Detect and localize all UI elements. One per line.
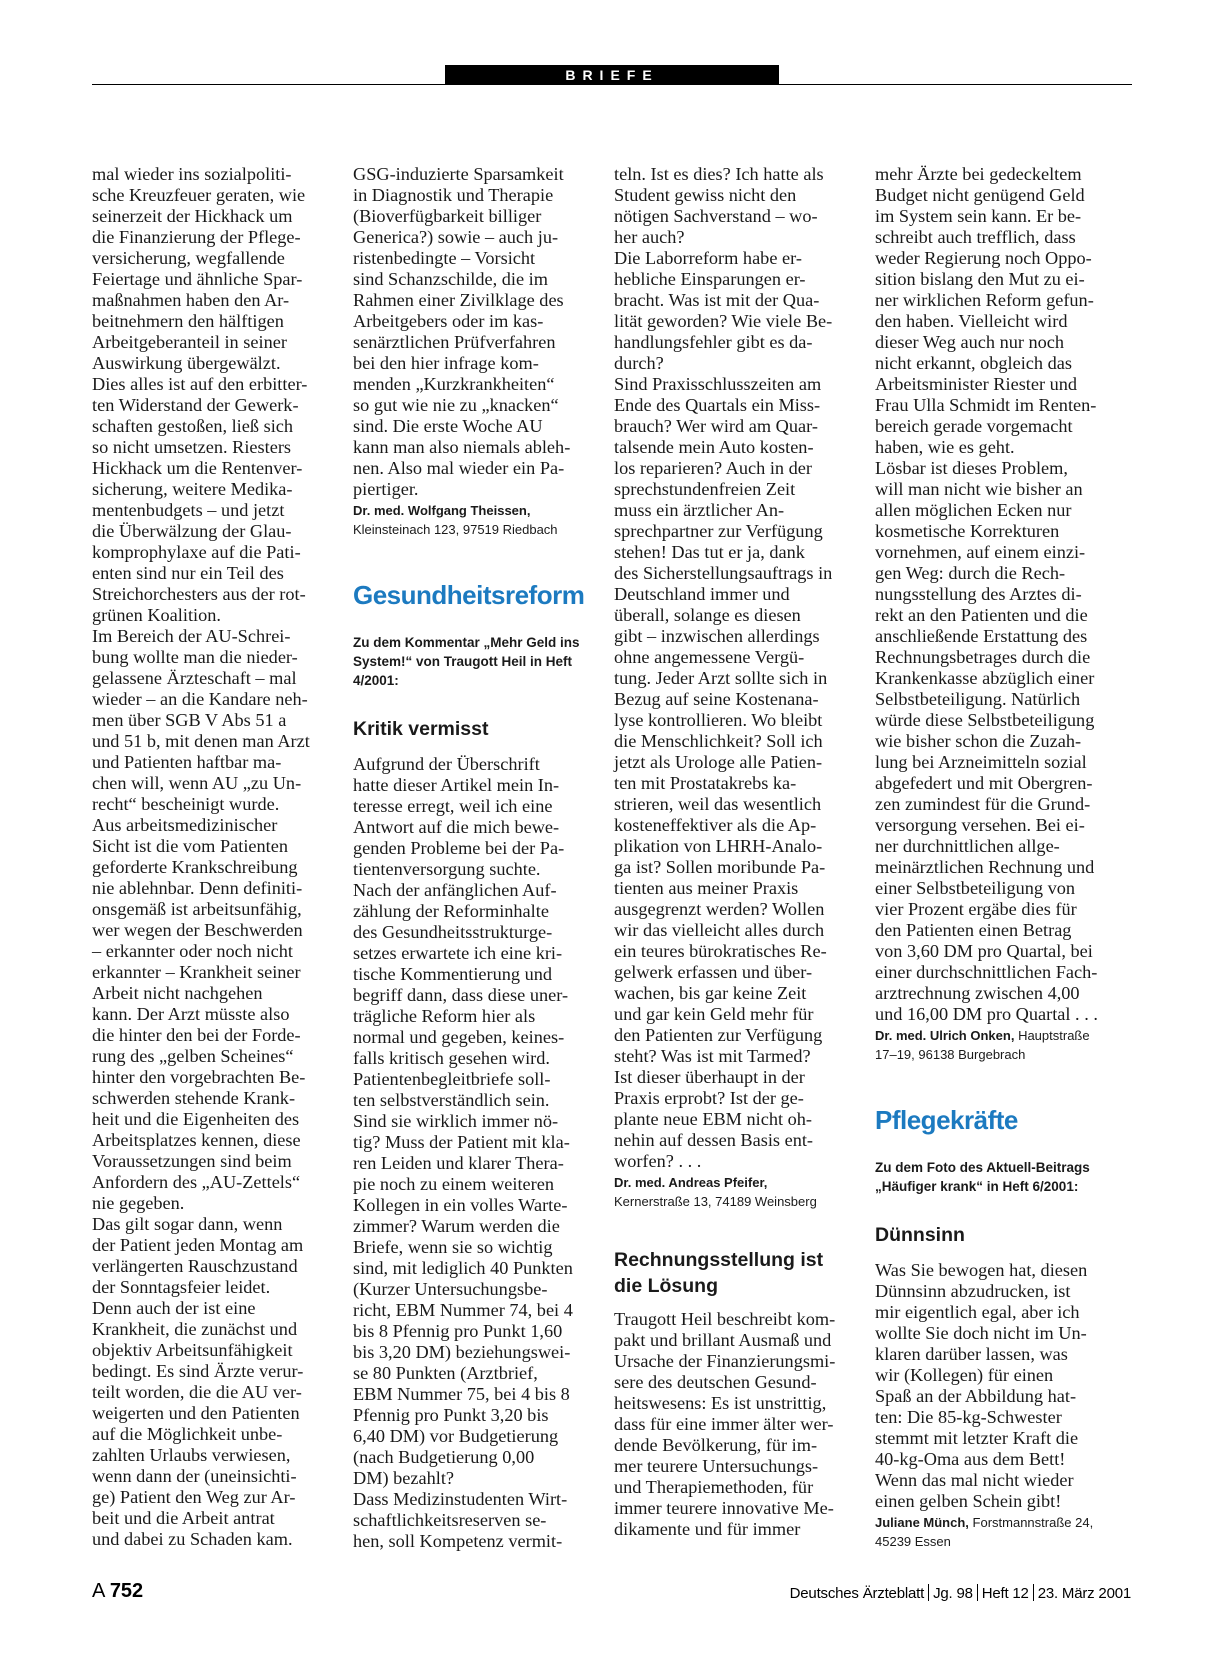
text-line: sere des deutschen Gesund- xyxy=(614,1372,817,1392)
text-line: los reparieren? Auch in der xyxy=(614,458,812,478)
text-line: Sind sie wirklich immer nö- xyxy=(353,1111,559,1131)
signature xyxy=(875,1513,1115,1551)
text-line: dieser Weg auch nur noch xyxy=(875,332,1065,352)
divider xyxy=(1033,1584,1034,1601)
text-line: gibt – inzwischen allerdings xyxy=(614,626,820,646)
text-line: ten: Die 85-kg-Schwester xyxy=(875,1407,1062,1427)
text-line: setzes erwartete ich eine kri- xyxy=(353,943,563,963)
text-line: mal wieder ins sozialpoliti- xyxy=(92,164,292,184)
text-line: Rahmen einer Zivilklage des xyxy=(353,290,564,310)
text-line: wer wegen der Beschwerden xyxy=(92,920,303,940)
text-line: menden „Kurzkrankheiten“ xyxy=(353,374,555,394)
text-line: sind. Die erste Woche AU xyxy=(353,416,543,436)
text-line: dass für eine immer älter wer- xyxy=(614,1414,834,1434)
text-line: sprechstundenfreien Zeit xyxy=(614,479,796,499)
text-line: tienten aus meiner Praxis xyxy=(614,878,799,898)
text-line: bis 3,20 DM) beziehungswei- xyxy=(353,1342,571,1362)
text-line: beitnehmern den hälftigen xyxy=(92,311,284,331)
text-line: 6,40 DM) vor Budgetierung xyxy=(353,1426,559,1446)
text-line: des Sicherstellungsauftrags in xyxy=(614,563,833,583)
text-line: hebliche Einsparungen er- xyxy=(614,269,806,289)
text-line: Rechnungsstellung ist xyxy=(614,1249,824,1271)
text-line: nie gegeben. xyxy=(92,1193,185,1213)
text-line: Aus arbeitsmedizinischer xyxy=(92,815,278,835)
issue-date: 23. März 2001 xyxy=(1037,1585,1131,1602)
text-line: ner wirklichen Reform gefun- xyxy=(875,290,1094,310)
text-line: strieren, weil das wesentlich xyxy=(614,794,822,814)
text-line: seinerzeit der Hickhack um xyxy=(92,206,293,226)
letter-headline xyxy=(614,1247,854,1299)
signature-address: 45239 Essen xyxy=(875,1534,951,1549)
text-line: lung bei Arzneimitteln sozial xyxy=(875,752,1087,772)
text-line: zählung der Reforminhalte xyxy=(353,901,549,921)
text-line: und 51 b, mit denen man Arzt xyxy=(92,731,310,751)
text-line: nötigen Sachverstand – wo- xyxy=(614,206,818,226)
text-line: schaftlichkeitsreserven se- xyxy=(353,1510,547,1530)
text-line: Hickhack um die Rentenver- xyxy=(92,458,303,478)
text-line: objektiv Arbeitsunfähigkeit xyxy=(92,1340,293,1360)
text-line: Ursache der Finanzierungsmi- xyxy=(614,1351,836,1371)
text-line: teln. Ist es dies? Ich hatte als xyxy=(614,164,824,184)
text-line: stehen! Das tut er ja, dank xyxy=(614,542,805,562)
text-line: 4/2001: xyxy=(353,673,399,688)
text-line: kann. Der Arzt müsste also xyxy=(92,1004,290,1024)
text-line: überall, solange es diesen xyxy=(614,605,801,625)
text-line: steht? Was ist mit Tarmed? xyxy=(614,1046,811,1066)
text-line: Arbeitsplatzes kennen, diese xyxy=(92,1130,301,1150)
text-line: die Menschlichkeit? Soll ich xyxy=(614,731,823,751)
signature-name: Dr. med. Ulrich Onken, xyxy=(875,1028,1015,1043)
text-line: wir das vielleicht alles durch xyxy=(614,920,825,940)
text-line: kosteneffektiver als die Ap- xyxy=(614,815,817,835)
text-line: maßnahmen haben den Ar- xyxy=(92,290,290,310)
text-line: geforderte Krankschreibung xyxy=(92,857,298,877)
text-line: versicherung, wegfallende xyxy=(92,248,285,268)
text-line: den Patienten einen Betrag xyxy=(875,920,1072,940)
page-number-value: 752 xyxy=(109,1580,144,1602)
text-line: wollte Sie doch nicht im Un- xyxy=(875,1323,1087,1343)
text-line: würde diese Selbstbeteiligung xyxy=(875,710,1095,730)
text-line: muss ein ärztlicher An- xyxy=(614,500,785,520)
text-line: Zu dem Foto des Aktuell-Beitrags xyxy=(875,1160,1090,1175)
text-line: weder Regierung noch Oppo- xyxy=(875,248,1092,268)
text-line: nen. Also mal wieder ein Pa- xyxy=(353,458,565,478)
text-line: gen Weg: durch die Rech- xyxy=(875,563,1066,583)
text-line: teilt worden, die die AU ver- xyxy=(92,1382,302,1402)
text-line: men über SGB V Abs 51 a xyxy=(92,710,287,730)
text-line: meinärztlichen Rechnung und xyxy=(875,857,1095,877)
page-prefix: A xyxy=(92,1580,105,1602)
text-line: und 16,00 DM pro Quartal . . . xyxy=(875,1004,1098,1024)
text-line: durch? xyxy=(614,353,664,373)
text-line: Ist dieser überhaupt in der xyxy=(614,1067,805,1087)
text-line: und dabei zu Schaden kam. xyxy=(92,1529,293,1549)
text-line: Student gewiss nicht den xyxy=(614,185,797,205)
text-line: nie ablehnbar. Denn definiti- xyxy=(92,878,303,898)
text-line: verlängerten Rauschzustand xyxy=(92,1256,298,1276)
divider xyxy=(928,1584,929,1601)
text-line: bracht. Was ist mit der Qua- xyxy=(614,290,820,310)
text-line: normal und gegeben, keines- xyxy=(353,1027,565,1047)
letter-body xyxy=(875,1260,1115,1512)
text-line: kann man also niemals ableh- xyxy=(353,437,571,457)
text-line: brauch? Wer wird am Quar- xyxy=(614,416,818,436)
text-line: abgefedert und mit Obergren- xyxy=(875,773,1093,793)
text-line: bis 8 Pfennig pro Punkt 1,60 xyxy=(353,1321,563,1341)
text-line: bei den hier infrage kom- xyxy=(353,353,539,373)
text-line: immer teurere innovative Me- xyxy=(614,1498,834,1518)
text-line: sind Schanzschilde, die im xyxy=(353,269,548,289)
text-line: ge) Patient den Weg zur Ar- xyxy=(92,1487,296,1507)
text-line: trägliche Reform hier als xyxy=(353,1006,536,1026)
text-line: rung des „gelben Scheines“ xyxy=(92,1046,294,1066)
signature-name: Dr. med. Wolfgang Theissen, xyxy=(353,503,531,518)
signature-address: 17–19, 96138 Burgebrach xyxy=(875,1047,1026,1062)
text-line: GSG-induzierte Sparsamkeit xyxy=(353,164,564,184)
text-line: pie noch zu einem weiteren xyxy=(353,1174,555,1194)
text-line: mehr Ärzte bei gedeckeltem xyxy=(875,164,1082,184)
letter-body xyxy=(353,754,593,1552)
text-line: plante neue EBM nicht oh- xyxy=(614,1109,812,1129)
text-line: stemmt mit letzter Kraft die xyxy=(875,1428,1079,1448)
section-title: Pflegekräfte xyxy=(875,1105,1018,1135)
page-number xyxy=(92,1580,143,1603)
text-line: wenn dann der (uneinsichti- xyxy=(92,1466,297,1486)
text-line: haben, wie es geht. xyxy=(875,437,1015,457)
text-line: se 80 Punkten (Arztbrief, xyxy=(353,1363,538,1383)
text-line: ausgegrenzt werden? Wollen xyxy=(614,899,825,919)
text-line: rekt an den Patienten und die xyxy=(875,605,1088,625)
text-line: Dies alles ist auf den erbitter- xyxy=(92,374,308,394)
text-line: mer teurere Untersuchungs- xyxy=(614,1456,819,1476)
text-line: Frau Ulla Schmidt im Renten- xyxy=(875,395,1097,415)
text-line: chen will, wenn AU „zu Un- xyxy=(92,773,302,793)
divider xyxy=(977,1584,978,1601)
text-line: (Kurzer Untersuchungsbe- xyxy=(353,1279,548,1299)
text-line: begriff dann, dass diese uner- xyxy=(353,985,569,1005)
text-line: gelassene Ärzteschaft – mal xyxy=(92,668,297,688)
text-line: plikation von LHRH-Analo- xyxy=(614,836,823,856)
text-line: ten selbstverständlich sein. xyxy=(353,1090,550,1110)
text-line: Selbstbeteiligung. Natürlich xyxy=(875,689,1081,709)
text-line: Nach der anfänglichen Auf- xyxy=(353,880,557,900)
letter-headline: Dünnsinn xyxy=(875,1224,965,1246)
text-line: zen zumindest für die Grund- xyxy=(875,794,1091,814)
text-line: bung wollte man die nieder- xyxy=(92,647,298,667)
text-line: DM) bezahlt? xyxy=(353,1468,455,1488)
letter-body xyxy=(875,164,1115,1025)
text-line: Arbeitgeberanteil in seiner xyxy=(92,332,287,352)
text-line: und Patienten haftbar ma- xyxy=(92,752,282,772)
text-line: ohne angemessene Vergü- xyxy=(614,647,805,667)
text-line: Das gilt sogar dann, wenn xyxy=(92,1214,283,1234)
letter-headline: Kritik vermisst xyxy=(353,718,489,740)
letter-intro xyxy=(353,633,593,690)
text-line: Zu dem Kommentar „Mehr Geld ins xyxy=(353,635,580,650)
text-line: und Therapiemethoden, für xyxy=(614,1477,814,1497)
text-line: hinter den vorgebrachten Be- xyxy=(92,1067,306,1087)
text-line: Antwort auf die mich bewe- xyxy=(353,817,560,837)
text-line: Lösbar ist dieses Problem, xyxy=(875,458,1068,478)
signature xyxy=(353,501,593,539)
text-line: versorgung versehen. Bei ei- xyxy=(875,815,1085,835)
issue: Heft 12 xyxy=(981,1585,1029,1602)
signature-address: Forstmannstraße 24, xyxy=(972,1515,1094,1530)
text-line: wieder – an die Kandare neh- xyxy=(92,689,308,709)
text-line: so nicht umsetzen. Riesters xyxy=(92,437,292,457)
text-line: Krankenkasse abzüglich einer xyxy=(875,668,1095,688)
text-line: Was Sie bewogen hat, diesen xyxy=(875,1260,1088,1280)
text-line: den Patienten zur Verfügung xyxy=(614,1025,823,1045)
text-line: in Diagnostik und Therapie xyxy=(353,185,554,205)
text-line: Auswirkung übergewälzt. xyxy=(92,353,281,373)
text-line: Traugott Heil beschreibt kom- xyxy=(614,1309,836,1329)
text-line: talsende mein Auto kosten- xyxy=(614,437,814,457)
text-line: grünen Koalition. xyxy=(92,605,221,625)
text-line: nehin auf dessen Basis ent- xyxy=(614,1130,814,1150)
text-line: falls kritisch gesehen wird. xyxy=(353,1048,550,1068)
text-line: Briefe, wenn sie so wichtig xyxy=(353,1237,553,1257)
text-line: handlungsfehler gibt es da- xyxy=(614,332,813,352)
text-line: auf die Möglichkeit unbe- xyxy=(92,1424,283,1444)
section-label: BRIEFE xyxy=(565,67,659,83)
text-line: mentenbudgets – und jetzt xyxy=(92,500,285,520)
text-line: ga ist? Sollen moribunde Pa- xyxy=(614,857,826,877)
text-line: einen gelben Schein gibt! xyxy=(875,1491,1062,1511)
text-line: Sicht ist die vom Patienten xyxy=(92,836,288,856)
text-line: anschließende Erstattung des xyxy=(875,626,1088,646)
journal-name: Deutsches Ärzteblatt xyxy=(789,1585,925,1602)
text-line: zahlten Urlaubs verwiesen, xyxy=(92,1445,291,1465)
text-line: sche Kreuzfeuer geraten, wie xyxy=(92,185,306,205)
text-line: bereich gerade vorgemacht xyxy=(875,416,1073,436)
signature-address: Kernerstraße 13, 74189 Weinsberg xyxy=(614,1194,817,1209)
text-line: (nach Budgetierung 0,00 xyxy=(353,1447,535,1467)
text-line: Sind Praxisschlusszeiten am xyxy=(614,374,822,394)
text-line: richt, EBM Nummer 74, bei 4 xyxy=(353,1300,573,1320)
text-line: tung. Jeder Arzt sollte sich in xyxy=(614,668,828,688)
text-line: piertiger. xyxy=(353,479,419,499)
text-line: dende Bevölkerung, für im- xyxy=(614,1435,818,1455)
text-line: recht“ bescheinigt wurde. xyxy=(92,794,280,814)
text-line: der Patient jeden Montag am xyxy=(92,1235,304,1255)
text-line: kosmetische Korrekturen xyxy=(875,521,1060,541)
text-line: komprophylaxe auf die Pati- xyxy=(92,542,301,562)
text-line: wir (Kollegen) für einen xyxy=(875,1365,1054,1385)
text-line: hatte dieser Artikel mein In- xyxy=(353,775,560,795)
text-line: und gar kein Geld mehr für xyxy=(614,1004,814,1024)
text-line: Wenn das mal nicht wieder xyxy=(875,1470,1074,1490)
text-line: Arbeitsminister Riester und xyxy=(875,374,1078,394)
text-line: heit und die Eigenheiten des xyxy=(92,1109,300,1129)
text-line: sition bislang den Mut zu ei- xyxy=(875,269,1085,289)
column-4 xyxy=(875,164,1115,1551)
text-line: weigerten und den Patienten xyxy=(92,1403,300,1423)
letter-body xyxy=(353,164,593,500)
text-line: gelwerk erfassen und über- xyxy=(614,962,813,982)
text-line: so gut wie nie zu „knacken“ xyxy=(353,395,559,415)
text-line: tientenversorgung suchte. xyxy=(353,859,541,879)
text-line: Ende des Quartals ein Miss- xyxy=(614,395,821,415)
text-line: hen, soll Kompetenz vermit- xyxy=(353,1531,563,1551)
column-1 xyxy=(92,164,332,1550)
text-line: tische Kommentierung und xyxy=(353,964,553,984)
text-line: Pfennig pro Punkt 3,20 bis xyxy=(353,1405,549,1425)
text-line: wie bisher schon die Zuzah- xyxy=(875,731,1082,751)
text-line: lität geworden? Wie viele Be- xyxy=(614,311,833,331)
text-line: Im Bereich der AU-Schrei- xyxy=(92,626,291,646)
text-line: Generica?) sowie – auch ju- xyxy=(353,227,559,247)
text-line: Voraussetzungen sind beim xyxy=(92,1151,292,1171)
text-line: Dass Medizinstudenten Wirt- xyxy=(353,1489,568,1509)
text-line: von 3,60 DM pro Quartal, bei xyxy=(875,941,1093,961)
signature xyxy=(614,1173,854,1211)
text-line: Deutschland immer und xyxy=(614,584,790,604)
text-line: die Lösung xyxy=(614,1275,718,1297)
text-line: klaren darüber lassen, was xyxy=(875,1344,1068,1364)
column-2 xyxy=(353,164,593,1552)
text-line: „Häufiger krank“ in Heft 6/2001: xyxy=(875,1179,1079,1194)
text-line: schwerden stehende Krank- xyxy=(92,1088,296,1108)
text-line: mir eigentlich egal, aber ich xyxy=(875,1302,1080,1322)
text-line: senärztlichen Prüfverfahren xyxy=(353,332,556,352)
text-line: heitswesens: Es ist unstrittig, xyxy=(614,1393,827,1413)
text-line: sind, mit lediglich 40 Punkten xyxy=(353,1258,573,1278)
text-line: die Finanzierung der Pflege- xyxy=(92,227,301,247)
text-line: Spaß an der Abbildung hat- xyxy=(875,1386,1077,1406)
text-line: enten sind nur ein Teil des xyxy=(92,563,284,583)
column-3 xyxy=(614,164,854,1540)
text-line: worfen? . . . xyxy=(614,1151,702,1171)
text-line: dikamente und für immer xyxy=(614,1519,801,1539)
signature-name: Juliane Münch, xyxy=(875,1515,969,1530)
letter-intro xyxy=(875,1158,1115,1196)
text-line: Praxis erprobt? Ist der ge- xyxy=(614,1088,804,1108)
text-line: Arbeit nicht nachgehen xyxy=(92,983,263,1003)
text-line: sicherung, weitere Medika- xyxy=(92,479,293,499)
signature-address: Kleinsteinach 123, 97519 Riedbach xyxy=(353,522,558,537)
text-line: Anfordern des „AU-Zettels“ xyxy=(92,1172,301,1192)
text-line: allen möglichen Ecken nur xyxy=(875,500,1072,520)
text-line: beit und die Arbeit antrat xyxy=(92,1508,275,1528)
text-line: ristenbedingte – Vorsicht xyxy=(353,248,536,268)
text-line: bedingt. Es sind Ärzte verur- xyxy=(92,1361,304,1381)
text-line: schaften gestoßen, ließ sich xyxy=(92,416,294,436)
text-line: onsgemäß ist arbeitsunfähig, xyxy=(92,899,302,919)
journal-footer xyxy=(790,1584,1131,1602)
text-line: die Überwälzung der Glau- xyxy=(92,521,292,541)
text-line: einer Selbstbeteiligung von xyxy=(875,878,1076,898)
text-line: System!“ von Traugott Heil in Heft xyxy=(353,654,573,669)
text-line: im System sein kann. Er be- xyxy=(875,206,1082,226)
text-line: Patientenbegleitbriefe soll- xyxy=(353,1069,551,1089)
text-line: Aufgrund der Überschrift xyxy=(353,754,540,774)
text-line: Krankheit, die zunächst und xyxy=(92,1319,298,1339)
text-line: ren Leiden und klarer Thera- xyxy=(353,1153,564,1173)
text-line: vier Prozent ergäbe dies für xyxy=(875,899,1077,919)
text-line: erkannter – Krankheit seiner xyxy=(92,962,301,982)
text-line: Arbeitgebers oder im kas- xyxy=(353,311,544,331)
text-line: Bezug auf seine Kostenana- xyxy=(614,689,819,709)
text-line: lyse kontrollieren. Wo bleibt xyxy=(614,710,823,730)
text-line: Denn auch der ist eine xyxy=(92,1298,256,1318)
text-line: schreibt auch trefflich, dass xyxy=(875,227,1076,247)
text-line: Kollegen in ein volles Warte- xyxy=(353,1195,568,1215)
text-line: Budget nicht genügend Geld xyxy=(875,185,1085,205)
text-line: ein teures bürokratisches Re- xyxy=(614,941,827,961)
text-line: wachen, bis gar keine Zeit xyxy=(614,983,807,1003)
text-line: Feiertage und ähnliche Spar- xyxy=(92,269,303,289)
text-line: EBM Nummer 75, bei 4 bis 8 xyxy=(353,1384,570,1404)
text-line: ten mit Prostatakrebs ka- xyxy=(614,773,797,793)
volume: Jg. 98 xyxy=(933,1585,973,1602)
signature xyxy=(875,1026,1115,1064)
signature-address: Hauptstraße xyxy=(1018,1028,1090,1043)
signature-name: Dr. med. Andreas Pfeifer, xyxy=(614,1175,768,1190)
text-line: teresse erregt, weil ich eine xyxy=(353,796,553,816)
section-title: Gesundheitsreform xyxy=(353,580,585,610)
text-line: die hinter den bei der Forde- xyxy=(92,1025,301,1045)
text-line: Rechnungsbetrages durch die xyxy=(875,647,1091,667)
text-line: (Bioverfügbarkeit billiger xyxy=(353,206,542,226)
text-line: zimmer? Warum werden die xyxy=(353,1216,560,1236)
text-line: der Sonntagsfeier leidet. xyxy=(92,1277,271,1297)
text-line: – erkannter oder noch nicht xyxy=(92,941,294,961)
text-line: pakt und brillant Ausmaß und xyxy=(614,1330,832,1350)
text-line: 40-kg-Oma aus dem Bett! xyxy=(875,1449,1066,1469)
text-line: einer durchschnittlichen Fach- xyxy=(875,962,1098,982)
text-line: Dünnsinn abzudrucken, ist xyxy=(875,1281,1071,1301)
text-line: sprechpartner zur Verfügung xyxy=(614,521,823,541)
text-line: nicht erkannt, obgleich das xyxy=(875,353,1072,373)
text-line: des Gesundheitsstrukturge- xyxy=(353,922,553,942)
text-line: jetzt als Urologe alle Patien- xyxy=(614,752,823,772)
text-line: genden Probleme bei der Pa- xyxy=(353,838,565,858)
text-line: her auch? xyxy=(614,227,685,247)
text-line: will man nicht wie bisher an xyxy=(875,479,1083,499)
text-line: nungsstellung des Arztes di- xyxy=(875,584,1082,604)
text-line: den haben. Vielleicht wird xyxy=(875,311,1068,331)
letter-body xyxy=(614,1309,854,1540)
text-line: tig? Muss der Patient mit kla- xyxy=(353,1132,570,1152)
text-line: ner durchnittlichen allge- xyxy=(875,836,1060,856)
text-line: Die Laborreform habe er- xyxy=(614,248,802,268)
text-line: ten Widerstand der Gewerk- xyxy=(92,395,299,415)
text-line: Streichorchesters aus der rot- xyxy=(92,584,306,604)
letter-body xyxy=(614,164,854,1172)
text-line: vornehmen, auf einem einzi- xyxy=(875,542,1086,562)
text-line: arztrechnung zwischen 4,00 xyxy=(875,983,1080,1003)
